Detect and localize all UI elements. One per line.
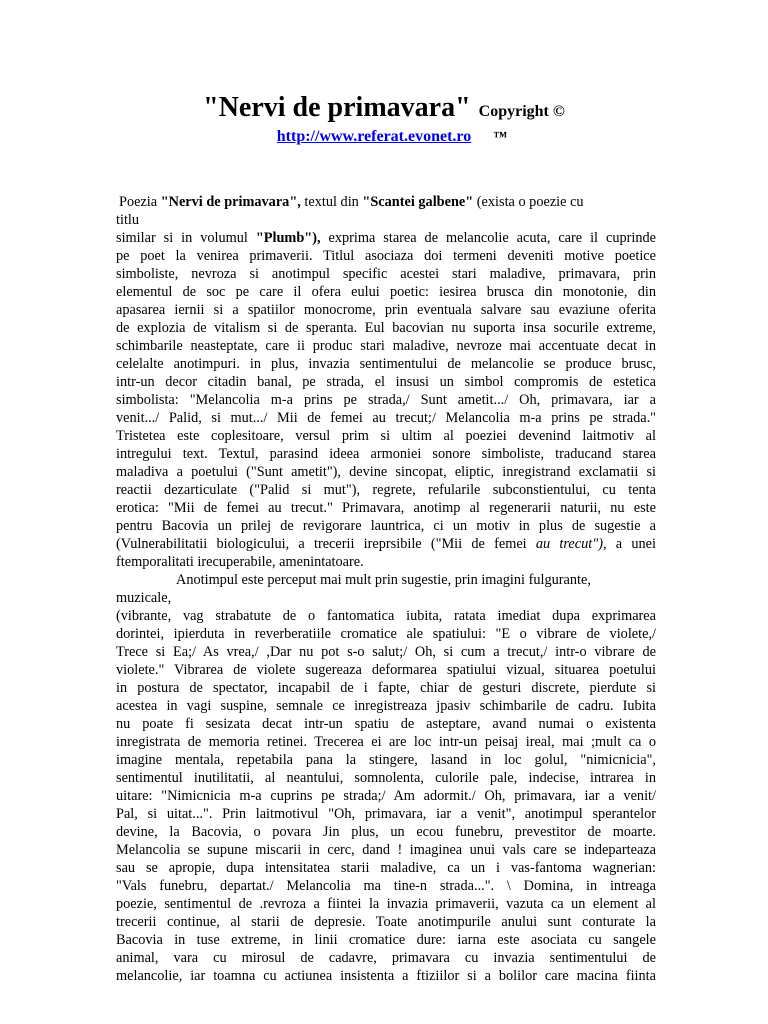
- volume-title-bold: "Scantei galbene": [362, 194, 474, 210]
- text-line: pe poet la venirea primaverii. Titlul asociaza doi termeni deveniti motive poetice: [116, 248, 656, 264]
- text-line: maladiva a poetului ("Sunt ametit"), devine sincopat, eliptic, inregistrand exclamatii si: [116, 464, 656, 480]
- text-line: apasarea iernii si a spatiilor monocrome, prin eventuala salvare sau evaziune oferita: [116, 302, 656, 318]
- volume-plumb-bold: "Plumb"),: [255, 230, 321, 246]
- text-run: (Vulnerabilitatii biologicului, a trecerii ireprsibile ("Mii de femei: [116, 536, 536, 552]
- text-line: [116, 193, 656, 211]
- text-line: simbolista: "Melancolia m-a prins pe strada,/ Sunt ametit.../ Oh, primavara, iar a: [116, 392, 656, 408]
- italic-quote: au trecut"),: [535, 536, 607, 552]
- text-line: schimbarile neasteptate, care ii produc stari maladive, nevroze mai accentuate decat in: [116, 338, 656, 354]
- website-link[interactable]: http://www.referat.evonet.ro: [276, 128, 472, 145]
- text-line: sentimentul inutilitatii, al neantului, somnolenta, culorile pale, indecise, intrarea in: [116, 770, 656, 786]
- text-line: intregului text. Textul, parasind ideea armoniei sonore simboliste, traducand starea: [116, 446, 656, 462]
- title-block: [0, 92, 768, 146]
- text-line: elementul de soc pe care il ofera eului poetic: iesirea brusca din monotonie, din: [116, 284, 656, 300]
- text-line: devine, la Bacovia, o povara Jin plus, un ecou funebru, prevestitor de moarte.: [116, 824, 656, 840]
- text-line: (vibrante, vag strabatute de o fantomatica iubita, ratata imediat dupa exprimarea: [116, 608, 656, 624]
- text-run: a unei: [606, 536, 656, 552]
- text-line: ftemporalitati irecuperabile, amenintatoare.: [116, 554, 364, 570]
- text-line: violete." Vibrarea de violete sugereaza deformarea spatiului vizual, situarea poetului: [116, 662, 656, 678]
- title-line: [0, 92, 768, 124]
- text-line: erotica: "Mii de femei au trecut." Primavara, anotimp al regenerarii naturii, nu este: [116, 500, 656, 516]
- text-run: textul din: [300, 194, 363, 210]
- text-line: venit.../ Palid, si mut.../ Mii de femei au trecut;/ Melancolia m-a prins pe strada.": [116, 410, 656, 426]
- text-line: Trece si Ea;/ As vrea,/ ,Dar nu pot s-o salut;/ Oh, si cum a trecut,/ intr-o vibrare de: [116, 644, 656, 660]
- text-run: exprima starea de melancolie acuta, care il cuprinde: [320, 230, 656, 246]
- text-line: in postura de spectator, incapabil de i fapte, chiar de gesturi discrete, pierdute si: [116, 680, 656, 696]
- text-line: dorintei, ipierduta in reverberatiile cromatice ale spatiului: "E o vibrare de violete,/: [116, 626, 656, 642]
- text-line: muzicale,: [116, 590, 172, 606]
- text-line: simboliste, nevroza si anotimpul specific acestei stari maladive, primavara, prin: [116, 266, 656, 282]
- text-line: intr-un decor citadin banal, pe strada, el insusi un simbol compromis de estetica: [116, 374, 656, 390]
- copyright-notice: Copyright ©: [478, 103, 565, 120]
- text-line: Tristetea este coplesitoare, versul prim si ultim al poeziei devenind laitmotiv al: [116, 428, 656, 444]
- essay-body: [116, 193, 656, 985]
- text-run: similar si in volumul: [116, 230, 256, 246]
- text-line: "Vals funebru, departat./ Melancolia ma tine-n strada...". \ Domina, in intreaga: [116, 878, 656, 894]
- text-line: nu poate fi sesizata decat intr-un spatiu de asteptare, avand numai o existenta: [116, 716, 656, 732]
- text-run: (exista o poezie cu: [473, 194, 584, 210]
- text-line: [116, 535, 656, 553]
- trademark-symbol: ™: [493, 130, 508, 145]
- text-line: uitare: "Nimicnicia m-a cuprins pe strada;/ Am adormit./ Oh, primavara, iar a venit/: [116, 788, 656, 804]
- text-line: de explozia de vitalism si de speranta. Eul bacovian nu suporta insa socurile extreme,: [116, 320, 656, 336]
- text-line: Pal, si uitat...". Prin laitmotivul "Oh, primavara, iar a venit", anotimpul sperantelor: [116, 806, 656, 822]
- text-line: trecerii continue, al starii de depresie. Toate anotimpurile anului sunt conturate la: [116, 914, 656, 930]
- text-line: Bacovia in tuse extreme, in linii cromatice dure: iarna este asociata cu sangele: [116, 932, 656, 948]
- text-line: Melancolia se supune miscarii in cerc, dand ! imaginea unui vals care se indeparteaza: [116, 842, 656, 858]
- text-line: [116, 229, 656, 247]
- text-line: pentru Bacovia un prilej de revigorare launtrica, ci un motiv in plus de sugestie a: [116, 518, 656, 534]
- text-line: reactii dezarticulate ("Palid si mut"), regrete, refularile subconstientului, cu tenta: [116, 482, 656, 498]
- poem-title-bold: "Nervi de primavara",: [160, 194, 301, 210]
- text-line: melancolie, iar toamna cu actiunea insistenta a ftiziilor si a bolilor care macina fiinta: [116, 968, 656, 984]
- text-line: animal, vara cu mirosul de cadavre, primavara cu invazia sentimentului de: [116, 950, 656, 966]
- text-run: Poezia: [119, 194, 161, 210]
- text-line: inregistrata de memoria retinei. Trecerea ei are loc intr-un peisaj ireal, mai ;mult ca o: [116, 734, 656, 750]
- text-line: acestea in vagi suspine, semnale ce inregistreaza jpasiv schimbarile de cadru. Iubita: [116, 698, 656, 714]
- url-line: [0, 128, 768, 146]
- text-line: titlu: [116, 212, 140, 228]
- text-line: celelalte anotimpuri. in plus, invazia sentimentului de melancolie se produce brusc,: [116, 356, 656, 372]
- text-line: poezie, sentimentul de .revroza a fiintei la invazia primaverii, vazuta ca un element al: [116, 896, 656, 912]
- text-line: imagine mentala, repetabila pana la stingere, lasand in loc golul, "nimicnicia",: [116, 752, 656, 768]
- text-line: Anotimpul este perceput mai mult prin sugestie, prin imagini fulgurante,: [176, 572, 591, 588]
- text-line: sau se apropie, dupa intensitatea starii maladive, ca un i vas-fantoma wagnerian:: [116, 860, 656, 876]
- page-title: "Nervi de primavara": [203, 92, 471, 123]
